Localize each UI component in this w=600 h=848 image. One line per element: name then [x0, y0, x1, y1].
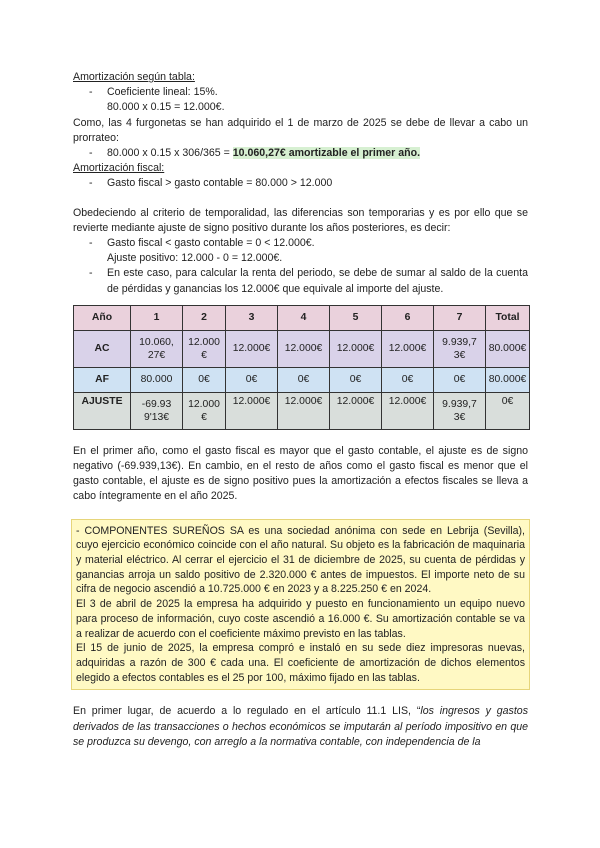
list-prorrateo [73, 146, 528, 161]
list-item: - 80.000 x 0.15 x 306/365 = 10.060,27€ amortizable el primer año. [89, 147, 421, 160]
table-cell: 12.000 € [183, 330, 226, 367]
table-cell: 12.000€ [330, 392, 382, 429]
fiscal-item: Gasto fiscal > gasto contable = 80.000 > 12.000 [107, 177, 333, 190]
table-header: 6 [382, 305, 434, 330]
table-cell: 12.000 € [183, 392, 226, 429]
case-statement-box [71, 519, 530, 691]
table-cell: 12.000€ [278, 330, 330, 367]
table-cell: 0€ [226, 367, 278, 392]
table-cell: 12.000€ [226, 330, 278, 367]
legal-quote: los ingresos y gastos derivados de las transacciones o hechos económicos se imputarán al período impositivo en que se produzca su devengo, con arreglo a la normativa contable, con independencia de la [73, 705, 528, 748]
table-header: 4 [278, 305, 330, 330]
table-cell: 12.000€ [278, 392, 330, 429]
table-row [74, 392, 530, 429]
case-paragraph-3: El 15 de junio de 2025, la empresa compró e instaló en su sede diez impresoras nuevas, adquiridas a razón de 300 € cada una. El coeficiente de amortización de dichos elementos elegido a efectos contables es el 25 por 100, máximo fijado en las tablas. [76, 642, 525, 684]
row-label: AF [74, 367, 131, 392]
ajuste-item-1b: Ajuste positivo: 12.000 - 0 = 12.000€. [107, 252, 283, 265]
table-cell: 12.000€ [330, 330, 382, 367]
heading-amortizacion-fiscal: Amortización fiscal: [73, 162, 165, 175]
row-label: AJUSTE [74, 392, 131, 429]
table-header: 3 [226, 305, 278, 330]
table-header: 1 [131, 305, 183, 330]
table-cell: 0€ [183, 367, 226, 392]
table-header: Total [486, 305, 530, 330]
table-cell: 0€ [434, 367, 486, 392]
prorrateo-result: 10.060,27€ amortizable el primer año. [232, 147, 421, 160]
case-paragraph-1: - COMPONENTES SUREÑOS SA es una sociedad anónima con sede en Lebrija (Sevilla), cuyo ejercicio económico coincide con el año natural. Su objeto es la fabricación de maquinaria y material eléctrico. Al cerrar el ejercicio el 31 de diciembre de 2025, su cuenta de pérdidas y ganancias arroja un saldo positivo de 2.320.000 € antes de impuestos. El importe neto de su cifra de negocio ascendió a 10.725.000 € en 2023 y a 8.225.250 € en 2024. [76, 524, 525, 596]
list-ajuste [73, 236, 528, 297]
list-item: - Gasto fiscal < gasto contable = 0 < 12.000€. [89, 237, 315, 250]
legal-intro: En primer lugar, de acuerdo a lo regulado en el artículo 11.1 LIS, “ [73, 705, 421, 718]
table-cell: 0€ [330, 367, 382, 392]
table-cell: 80.000€ [486, 367, 530, 392]
amortization-table [73, 305, 530, 430]
list-item: - Gasto fiscal > gasto contable = 80.000 > 12.000 [89, 177, 333, 190]
table-header: 5 [330, 305, 382, 330]
list-item: - Coeficiente lineal: 15%. [89, 86, 218, 99]
table-cell: 10.060, 27€ [131, 330, 183, 367]
document-page [73, 70, 528, 750]
calc-text: 80.000 x 0.15 = 12.000€. [107, 101, 225, 114]
table-cell: 12.000€ [382, 392, 434, 429]
ajuste-item-1: Gasto fiscal < gasto contable = 0 < 12.000€. [107, 237, 315, 250]
list-item [73, 100, 528, 115]
list-item [73, 251, 528, 266]
table-header: 7 [434, 305, 486, 330]
coef-text: Coeficiente lineal: 15%. [107, 86, 218, 99]
legal-paragraph [73, 704, 528, 750]
table-cell: -69.93 9'13€ [131, 392, 183, 429]
list-item: - En este caso, para calcular la renta del periodo, se debe de sumar al saldo de la cuenta de pérdidas y ganancias los 12.000€ que equivale al importe del ajuste. [89, 267, 528, 295]
table-row [74, 330, 530, 367]
table-cell: 9.939,7 3€ [434, 392, 486, 429]
list-amortizacion-tabla [73, 85, 528, 115]
table-header: 2 [183, 305, 226, 330]
table-header: Año [74, 305, 131, 330]
table-cell: 9.939,7 3€ [434, 330, 486, 367]
row-label: AC [74, 330, 131, 367]
prorrateo-paragraph: Como, las 4 furgonetas se han adquirido el 1 de marzo de 2025 se debe de llevar a cabo un prorrateo: [73, 116, 528, 144]
list-amortizacion-fiscal [73, 176, 528, 191]
table-row [74, 367, 530, 392]
case-paragraph-2: El 3 de abril de 2025 la empresa ha adquirido y puesto en funcionamiento un equipo nuevo para proceso de información, cuyo coste ascendió a 16.000 €. Su amortización contable se va a realizar de acuerdo con el coeficiente máximo previsto en las tablas. [76, 598, 525, 640]
table-cell: 80.000€ [486, 330, 530, 367]
table-header-row [74, 305, 530, 330]
heading-amortizacion-tabla: Amortización según tabla: [73, 71, 195, 83]
table-cell: 0€ [382, 367, 434, 392]
ajuste-item-2: En este caso, para calcular la renta del periodo, se debe de sumar al saldo de la cuenta de pérdidas y ganancias los 12.000€ que equivale al importe del ajuste. [107, 267, 528, 295]
table-cell: 0€ [486, 392, 530, 429]
table-cell: 0€ [278, 367, 330, 392]
table-cell: 12.000€ [382, 330, 434, 367]
temporalidad-paragraph: Obedeciendo al criterio de temporalidad, las diferencias son temporarias y es por ello que se revierte mediante ajuste de signo positivo durante los años posteriores, es decir: [73, 206, 528, 234]
prorrateo-calc: 80.000 x 0.15 x 306/365 = [107, 147, 233, 160]
table-cell: 80.000 [131, 367, 183, 392]
conclusion-paragraph: En el primer año, como el gasto fiscal es mayor que el gasto contable, el ajuste es de signo negativo (-69.939,13€). En cambio, en el resto de años como el gasto fiscal es menor que el gasto contable, el ajuste es de signo positivo pues la amortización a efectos fiscales se lleva a cabo íntegramente en el año 2025. [73, 444, 528, 503]
table-cell: 12.000€ [226, 392, 278, 429]
